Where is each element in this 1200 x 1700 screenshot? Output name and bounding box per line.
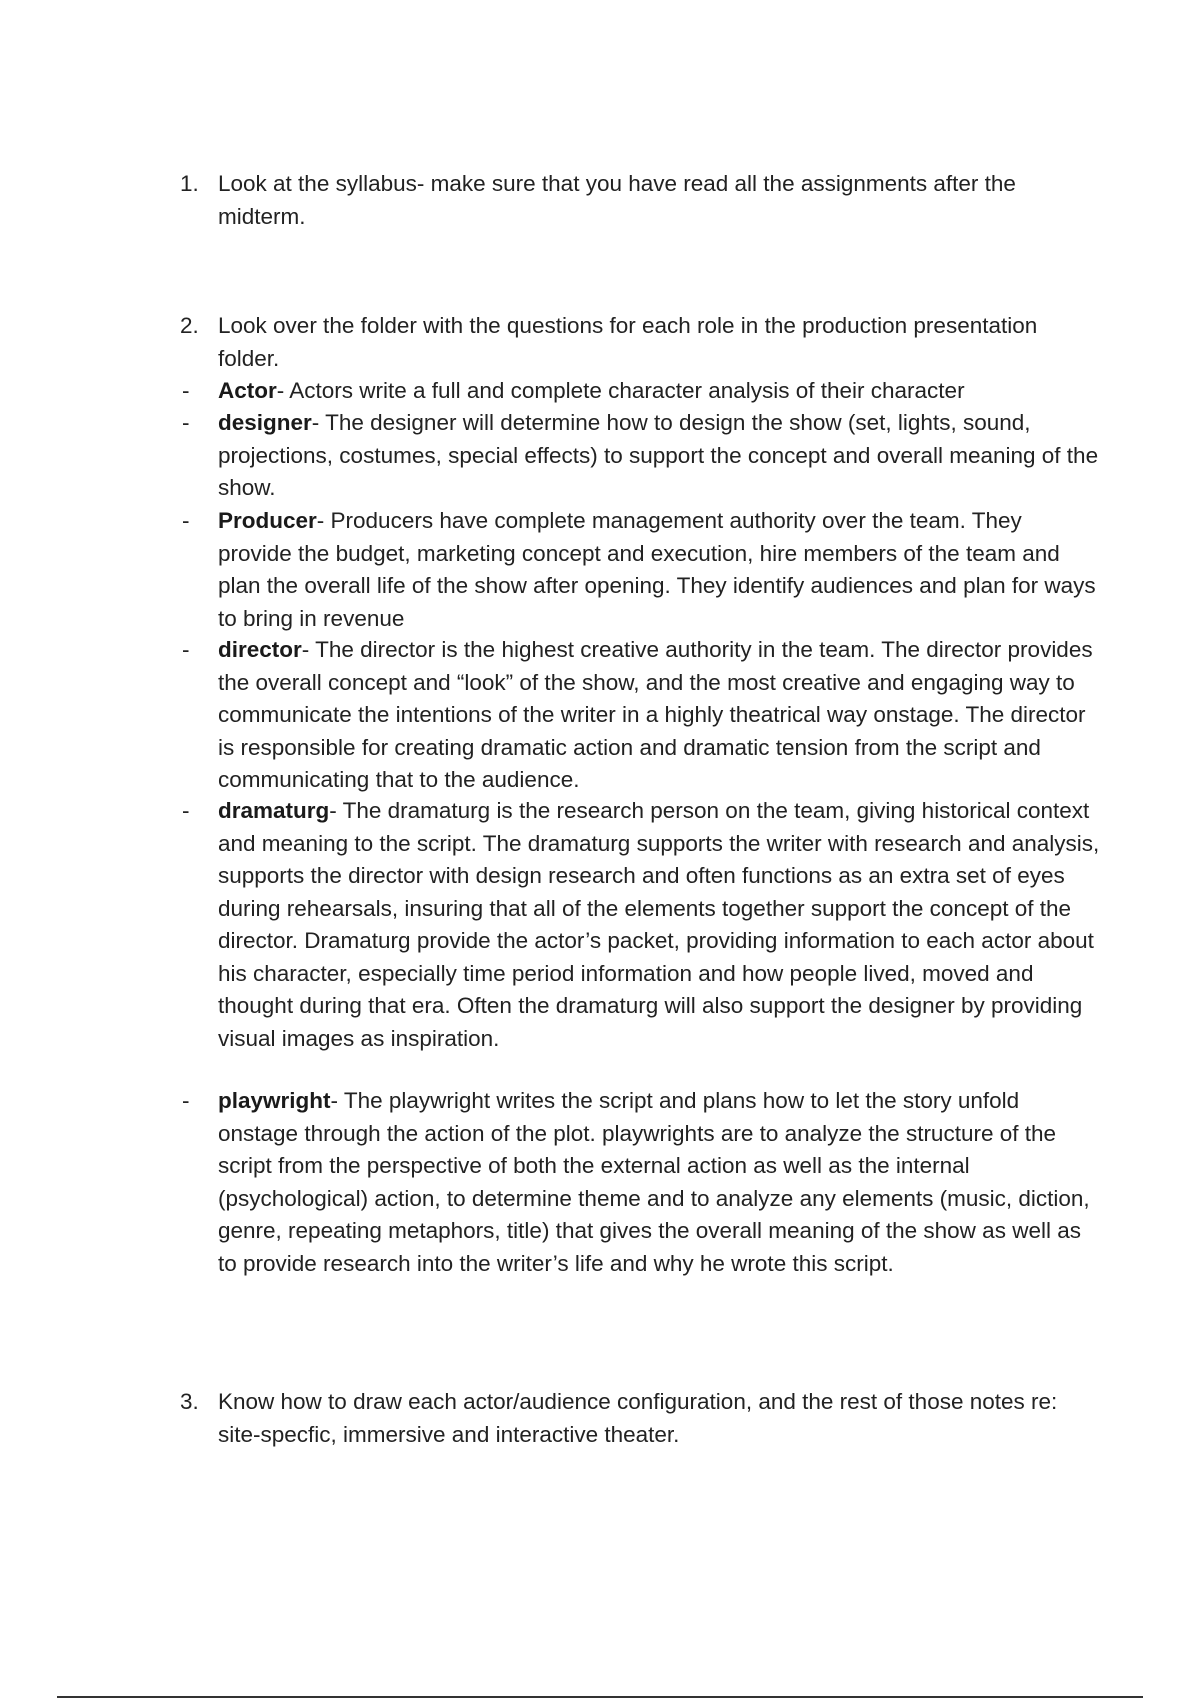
list-item-text: Look over the folder with the questions for each role in the production presentation folder.	[218, 313, 1038, 371]
bullet-dash: -	[182, 378, 190, 403]
list-item-3	[180, 1386, 1100, 1451]
role-description: - Actors write a full and complete character analysis of their character	[276, 378, 965, 403]
list-item-1	[180, 168, 1100, 233]
list-number: 3.	[180, 1389, 199, 1414]
role-dramaturg	[180, 795, 1100, 1055]
role-producer	[180, 505, 1100, 635]
role-term: Producer	[218, 508, 317, 533]
role-description: - Producers have complete management authority over the team. They provide the budget, marketing concept and execution, hire members of the team and plan the overall life of the show after opening. They identify audiences and plan for ways to bring in revenue	[218, 508, 1096, 631]
role-actor	[180, 375, 1100, 408]
role-description: - The designer will determine how to design the show (set, lights, sound, projections, costumes, special effects) to support the concept and overall meaning of the show.	[218, 410, 1099, 500]
list-item-2	[180, 310, 1100, 375]
role-term: Actor	[218, 378, 277, 403]
list-number: 1.	[180, 171, 199, 196]
role-term: playwright	[218, 1088, 331, 1113]
role-description: - The director is the highest creative authority in the team. The director provides the overall concept and “look” of the show, and the most creative and engaging way to communicate the intentions of the writer in a highly theatrical way onstage. The director is responsible for creating dramatic action and dramatic tension from the script and communicating that to the audience.	[218, 637, 1093, 792]
role-director	[180, 634, 1100, 797]
bullet-dash: -	[182, 637, 190, 662]
bullet-dash: -	[182, 508, 190, 533]
list-item-text: Look at the syllabus- make sure that you have read all the assignments after the midterm.	[218, 171, 1016, 229]
role-term: director	[218, 637, 302, 662]
role-description: - The playwright writes the script and plans how to let the story unfold onstage through the action of the plot. playwrights are to analyze the structure of the script from the perspective of both the external action as well as the internal (psychological) action, to determine theme and to analyze any elements (music, diction, genre, repeating metaphors, title) that gives the overall meaning of the show as well as to provide research into the writer’s life and why he wrote this script.	[218, 1088, 1090, 1276]
bullet-dash: -	[182, 1088, 190, 1113]
role-playwright	[180, 1085, 1100, 1280]
bullet-dash: -	[182, 798, 190, 823]
role-designer	[180, 407, 1100, 505]
role-term: designer	[218, 410, 312, 435]
bullet-dash: -	[182, 410, 190, 435]
list-item-text: Know how to draw each actor/audience configuration, and the rest of those notes re: site-specfic, immersive and interactive theater.	[218, 1389, 1058, 1447]
role-description: - The dramaturg is the research person on the team, giving historical context and meaning to the script. The dramaturg supports the writer with research and analysis, supports the director with design research and often functions as an extra set of eyes during rehearsals, insuring that all of the elements together support the concept of the director. Dramaturg provide the actor’s packet, providing information to each actor about his character, especially time period information and how people lived, moved and thought during that era. Often the dramaturg will also support the designer by providing visual images as inspiration.	[218, 798, 1100, 1051]
role-term: dramaturg	[218, 798, 330, 823]
bottom-divider	[57, 1696, 1143, 1698]
list-number: 2.	[180, 313, 199, 338]
